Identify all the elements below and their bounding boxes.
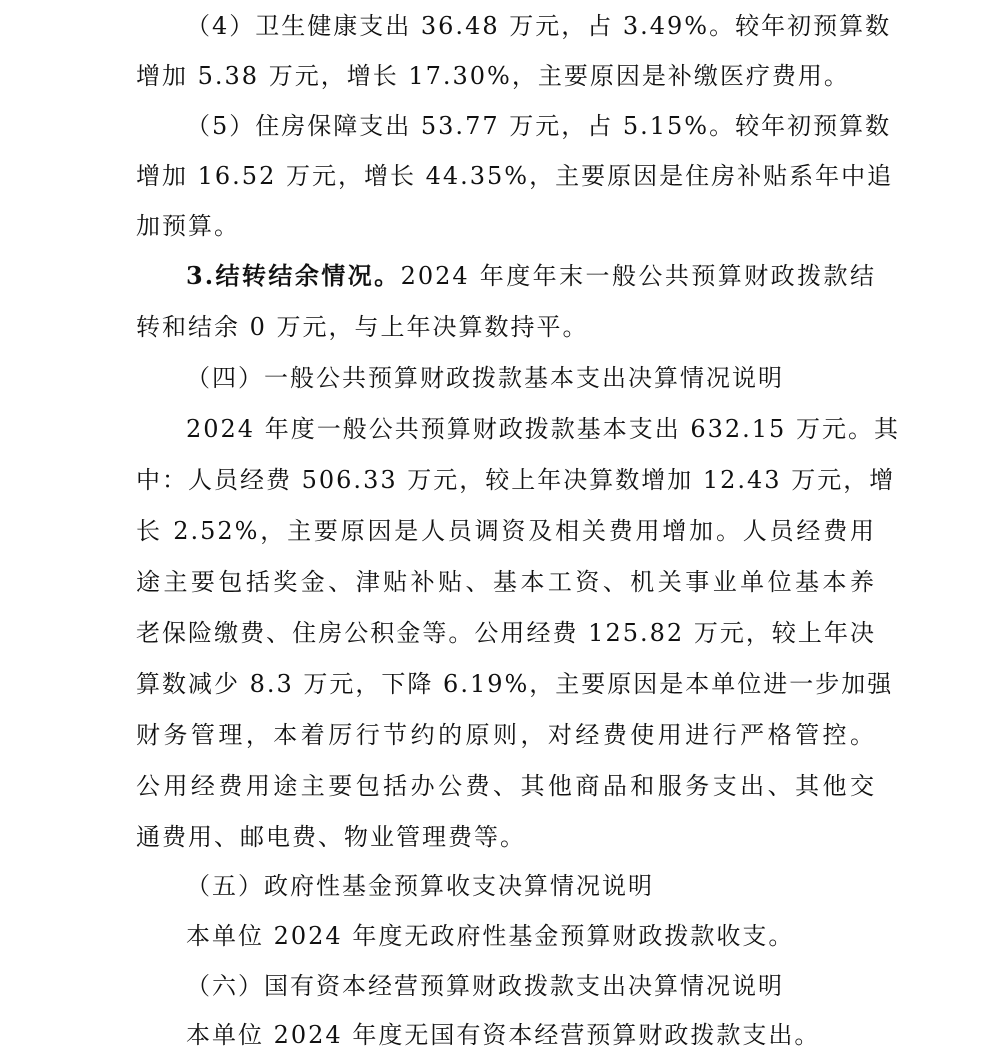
para-basic-expense-line-9: 通费用、邮电费、物业管理费等。 — [136, 823, 526, 851]
para-housing-expense-line-3: 加预算。 — [136, 212, 240, 240]
para-housing-expense-line-1: （5）住房保障支出 53.77 万元，占 5.15%。较年初预算数 — [186, 112, 892, 140]
para-health-expense-line-2: 增加 5.38 万元，增长 17.30%，主要原因是补缴医疗费用。 — [136, 62, 850, 90]
carryover-text: 2024 年度年末一般公共预算财政拨款结 — [400, 262, 876, 290]
para-basic-expense-line-4: 途主要包括奖金、津贴补贴、基本工资、机关事业单位基本养 — [136, 568, 876, 596]
para-basic-expense-line-2: 中：人员经费 506.33 万元，较上年决算数增加 12.43 万元，增 — [136, 466, 896, 494]
para-basic-expense-line-5: 老保险缴费、住房公积金等。公用经费 125.82 万元，较上年决 — [136, 619, 876, 647]
para-housing-expense-line-2: 增加 16.52 万元，增长 44.35%，主要原因是住房补贴系年中追 — [136, 162, 894, 190]
section-heading-government-fund: （五）政府性基金预算收支决算情况说明 — [186, 872, 654, 900]
para-health-expense-line-1: （4）卫生健康支出 36.48 万元，占 3.49%。较年初预算数 — [186, 12, 892, 40]
para-basic-expense-line-8: 公用经费用途主要包括办公费、其他商品和服务支出、其他交 — [136, 772, 876, 800]
para-carryover-line-1 — [186, 251, 876, 301]
para-government-fund: 本单位 2024 年度无政府性基金预算财政拨款收支。 — [186, 922, 795, 950]
section-heading-basic-expense: （四）一般公共预算财政拨款基本支出决算情况说明 — [186, 364, 784, 392]
carryover-heading: 3.结转结余情况。 — [186, 261, 401, 290]
section-heading-state-capital: （六）国有资本经营预算财政拨款支出决算情况说明 — [186, 972, 784, 1000]
para-basic-expense-line-6: 算数减少 8.3 万元，下降 6.19%，主要原因是本单位进一步加强 — [136, 670, 894, 698]
para-state-capital: 本单位 2024 年度无国有资本经营预算财政拨款支出。 — [186, 1021, 821, 1049]
para-basic-expense-line-3: 长 2.52%，主要原因是人员调资及相关费用增加。人员经费用 — [136, 517, 876, 545]
para-basic-expense-line-1: 2024 年度一般公共预算财政拨款基本支出 632.15 万元。其 — [186, 415, 900, 443]
para-carryover-line-2: 转和结余 0 万元，与上年决算数持平。 — [136, 313, 589, 341]
para-basic-expense-line-7: 财务管理，本着厉行节约的原则，对经费使用进行严格管控。 — [136, 721, 876, 749]
